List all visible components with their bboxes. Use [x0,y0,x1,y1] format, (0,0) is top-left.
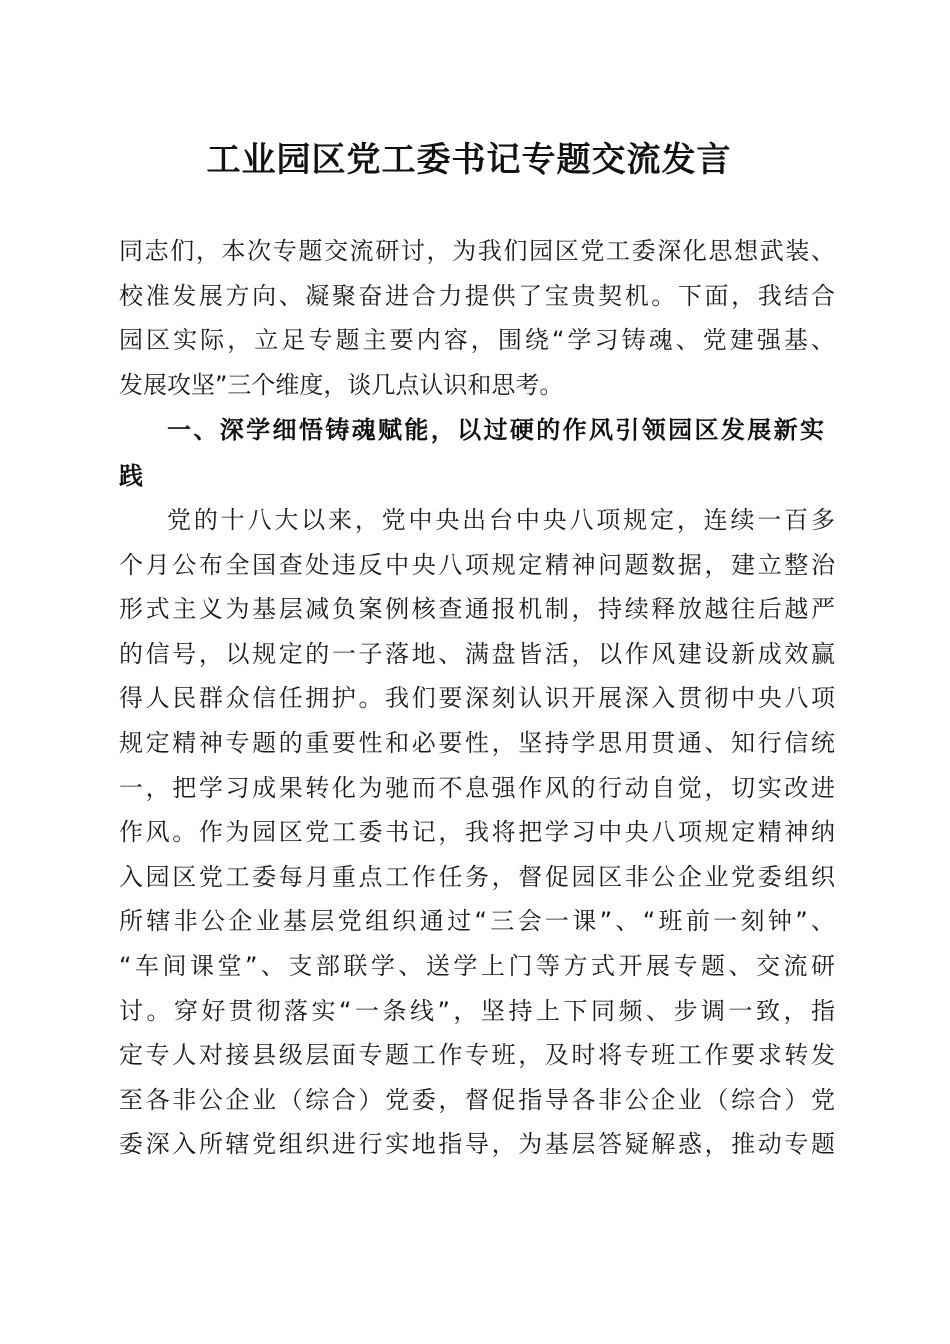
paragraph-line: 至各非公企业（综合）党委，督促指导各非公企业（综合）党 [119,1085,835,1114]
section-heading-line: 践 [119,462,143,490]
paragraph-line: 得人民群众信任拥护。我们要深刻认识开展深入贯彻中央八项 [119,684,835,713]
paragraph-line: 委深入所辖党组织进行实地指导，为基层答疑解惑，推动专题 [119,1130,835,1159]
paragraph-line: 个月公布全国查处违反中央八项规定精神问题数据，建立整治 [119,550,835,579]
intro-line: 发展攻坚”三个维度，谈几点认识和思考。 [119,370,564,399]
intro-line: 同志们，本次专题交流研讨，为我们园区党工委深化思想武装、 [119,237,835,265]
intro-paragraph [119,229,835,407]
section-heading-line: 一、深学细悟铸魂赋能，以过硬的作风引领园区发展新实 [167,416,824,444]
paragraph-line: 形式主义为基层减负案例核查通报机制，持续释放越往后越严 [119,595,835,624]
section-heading-1 [119,407,824,499]
paragraph-line: 一，把学习成果转化为驰而不息强作风的行动自觉，切实改进 [119,773,835,802]
paragraph-line: 规定精神专题的重要性和必要性，坚持学思用贯通、知行信统 [119,728,835,757]
paragraph-line: “车间课堂”、支部联学、送学上门等方式开展专题、交流研 [119,951,835,980]
document-title: 工业园区党工委书记专题交流发言 [206,140,732,180]
paragraph-line: 讨。穿好贯彻落实“一条线”，坚持上下同频、步调一致，指 [119,996,835,1025]
paragraph-line: 党的十八大以来，党中央出台中央八项规定，连续一百多 [167,506,835,534]
paragraph-line: 作风。作为园区党工委书记，我将把学习中央八项规定精神纳 [119,818,835,847]
intro-line: 校准发展方向、凝聚奋进合力提供了宝贵契机。下面，我结合 [119,281,835,310]
paragraph-line: 定专人对接县级层面专题工作专班，及时将专班工作要求转发 [119,1041,835,1070]
section-1-paragraph [119,498,835,1167]
paragraph-line: 入园区党工委每月重点工作任务，督促园区非公企业党委组织 [119,862,835,891]
intro-line: 园区实际，立足专题主要内容，围绕“学习铸魂、党建强基、 [119,326,835,355]
paragraph-line: 的信号，以规定的一子落地、满盘皆活，以作风建设新成效赢 [119,639,835,668]
paragraph-line: 所辖非公企业基层党组织通过“三会一课”、“班前一刻钟”、 [119,907,835,936]
